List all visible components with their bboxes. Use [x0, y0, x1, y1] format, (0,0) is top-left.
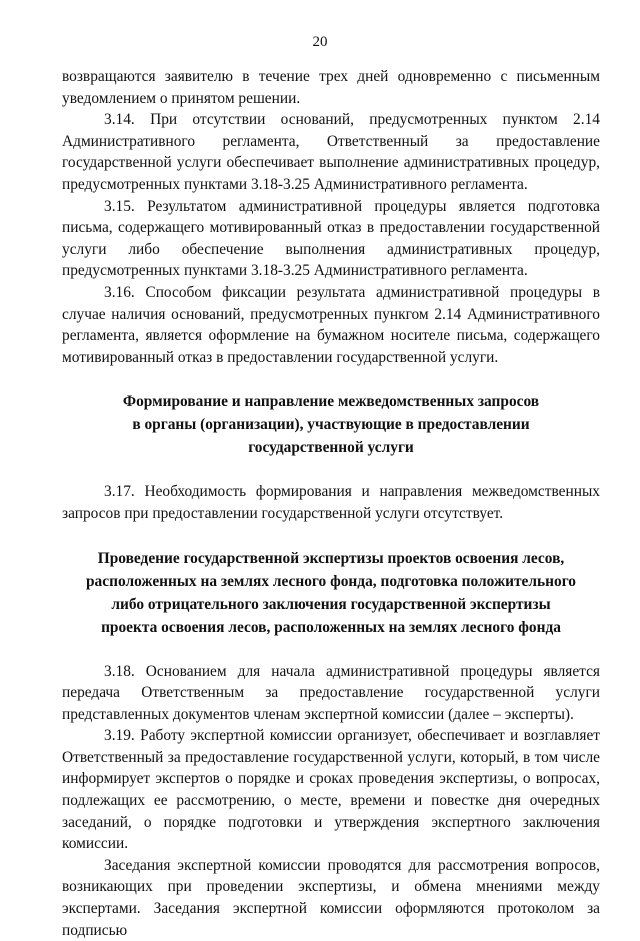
- paragraph-3-16: 3.16. Способом фиксации результата административной процедуры в случае наличия оснований, предусмотренных пункгом 2.14 Административного регламента, является оформление на бумажном носителе письма, содержащего мотивированный отказ в предоставлении государственной услуги.: [62, 283, 600, 366]
- heading-line: в органы (организации), участвующие в предоставлении: [132, 416, 530, 434]
- section-heading-interagency-requests: [62, 390, 600, 459]
- heading-line: Формирование и направление межведомственных запросов: [122, 393, 540, 411]
- document-body: [62, 66, 600, 941]
- heading-line: расположенных на землях лесного фонда, подготовка положительного: [86, 572, 576, 590]
- paragraph-3-17: 3.17. Необходимость формирования и направления межведомственных запросов при предоставлении государственной услуги отсутствует.: [62, 483, 600, 522]
- page-number: 20: [312, 34, 328, 50]
- paragraph-3-15: 3.15. Результатом административной процедуры является подготовка письма, содержащего мотивированный отказ в предоставлении государственной услуги либо обеспечение выполнения административных процедур, предусмотренных пунктами 3.18-3.25 Административного регламента.: [62, 197, 600, 280]
- paragraph-continuation: возвращаются заявителю в течение трех дней одновременно с письменным уведомлением о принятом решении.: [62, 68, 600, 107]
- heading-line: государственной услуги: [248, 439, 414, 457]
- heading-line: проекта освоения лесов, расположенных на землях лесного фонда: [101, 618, 561, 636]
- paragraph-3-14: 3.14. При отсутствии оснований, предусмотренных пунктом 2.14 Административного регламента, Ответственный за предоставление государственной услуги обеспечивает выполнение административных процедур, предусмотренных пунктами 3.18-3.25 Административного регламента.: [62, 111, 600, 193]
- heading-line: либо отрицательного заключения государственной экспертизы: [111, 595, 551, 613]
- paragraph-3-18: 3.18. Основанием для начала административной процедуры является передача Ответственным за предоставление государственной услуги представленных документов членам экспертной комиссии (далее – эксперты).: [62, 662, 600, 723]
- section-heading-state-expertise: [62, 547, 600, 639]
- paragraph-commission-meetings: Заседания экспертной комиссии проводятся для рассмотрения вопросов, возникающих при проведении экспертизы, и обмена мнениями между экспертами. Заседания экспертной комиссии оформляются протоколом за подписью: [62, 856, 600, 939]
- paragraph-3-19: 3.19. Работу экспертной комиссии организует, обеспечивает и возглавляет Ответственный за предоставление государственной услуги, который, в том числе информирует экспертов о порядке и сроках проведения экспертизы, о вопросах, подлежащих ее рассмотрению, о месте, времени и повестке дня очередных заседаний, о порядке подготовки и утверждения экспертного заключения комиссии.: [62, 727, 600, 853]
- heading-line: Проведение государственной экспертизы проектов освоения лесов,: [97, 549, 565, 567]
